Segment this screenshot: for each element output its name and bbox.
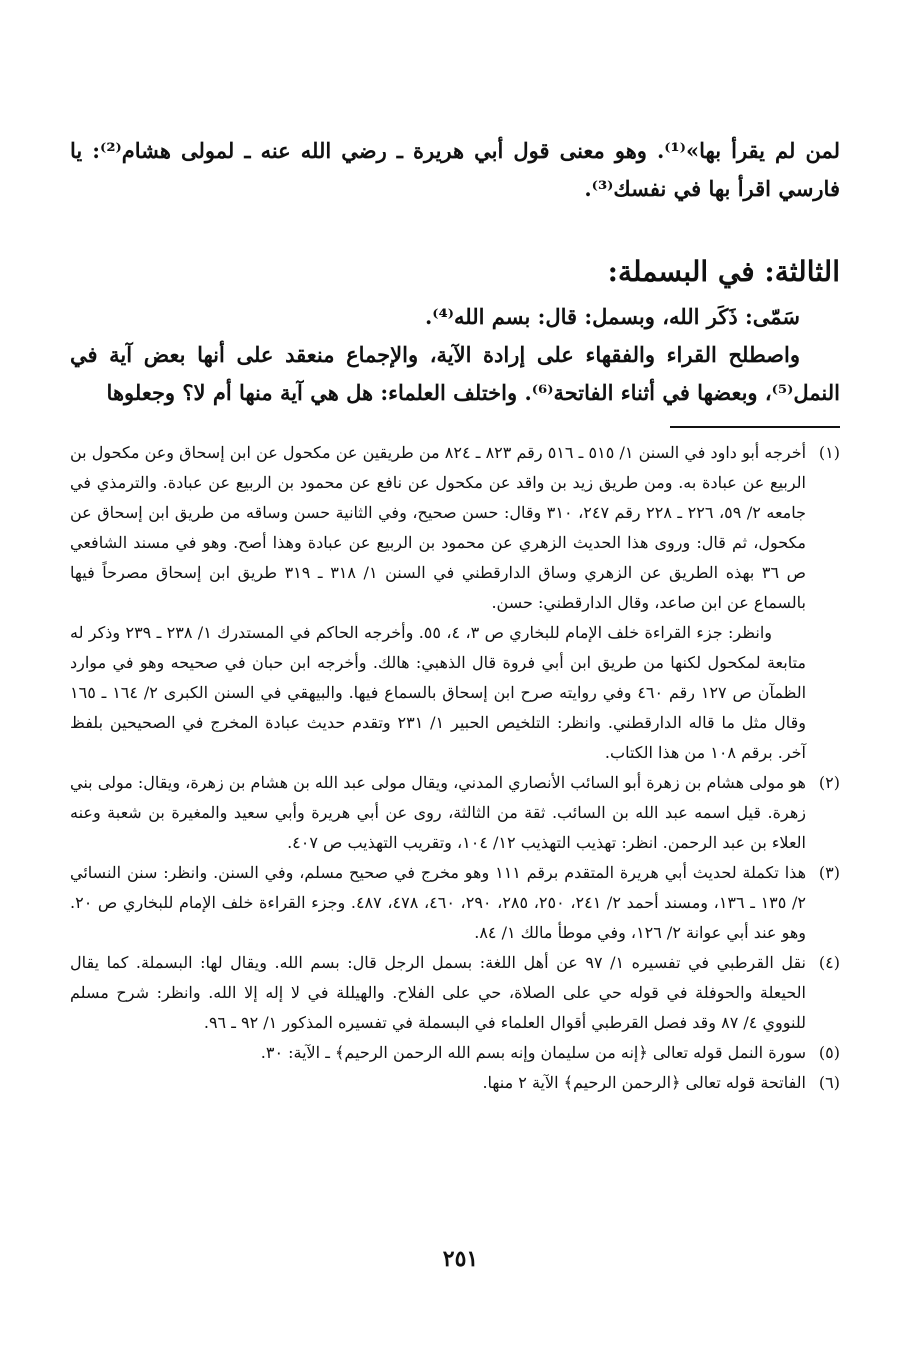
footnote-text: سورة النمل قوله تعالى ﴿إنه من سليمان وإنه بسم الله الرحمن الرحيم﴾ ـ الآية: ٣٠. bbox=[260, 1043, 806, 1062]
footnote-1 bbox=[70, 438, 840, 768]
footnote-number: (٢) bbox=[818, 773, 840, 792]
footnote-divider bbox=[670, 426, 840, 428]
footnote-text-continued: وانظر: جزء القراءة خلف الإمام للبخاري ص ٣، ٤، ٥٥. وأخرجه الحاكم في المستدرك ١/ ٢٣٨ ـ ٢٣٩ وذكر له متابعة لمكحول لكنها من طريق ابن أبي فروة قال الذهبي: هالك. وأخرجه ابن حبان في صحيحه وهو في موارد الظمآن ص ١٢٧ رقم ٤٦٠ وفي روايته صرح ابن إسحاق بالسماع فيها. والبيهقي في السنن الكبرى ٢/ ١٦٤ ـ ١٦٥ وقال مثل ما قاله الدارقطني. وانظر: التلخيص الحبير ١/ ٢٣١ وتقدم حديث عبادة المخرج في الصحيحين بلفظ آخر. برقم ١٠٨ من هذا الكتاب. bbox=[70, 623, 807, 762]
footnote-2 bbox=[70, 768, 840, 858]
section-heading: الثالثة: في البسملة: bbox=[607, 255, 840, 288]
footnote-number: (٤) bbox=[818, 953, 840, 972]
footnote-text: هو مولى هشام بن زهرة أبو السائب الأنصاري المدني، ويقال مولى عبد الله بن هشام بن زهرة، ويقال: مولى بني زهرة. قيل اسمه عبد الله بن السائب. ثقة من الثالثة، روى عن أبي هريرة وأبي سعيد والمغيرة بن شعبة وعنه العلاء بن عبد الرحمن. انظر: تهذيب التهذيب ١٢/ ١٠٤، وتقريب التهذيب ص ٤٠٧. bbox=[70, 773, 806, 852]
footnote-5 bbox=[70, 1038, 840, 1068]
footnote-3 bbox=[70, 858, 840, 948]
footnote-text: أخرجه أبو داود في السنن ١/ ٥١٥ ـ ٥١٦ رقم ٨٢٣ ـ ٨٢٤ من طريقين عن مكحول عن ابن إسحاق وعن مكحول بن الربيع عن عبادة به. ومن طريق زيد بن واقد عن مكحول عن نافع عن محمود بن الربيع عن عبادة. والترمذي في جامعه ٢/ ٥٩، ٢٢٦ ـ ٢٢٨ رقم ٢٤٧، ٣١٠ وقال: حسن صحيح، وفي الثانية حسن وساقه من طريق ابن إسحاق عن مكحول، ثم قال: وروى هذا الحديث الزهري عن محمود بن الربيع عن عبادة وهذا أصح. وهو في مسند الشافعي ص ٣٦ بهذه الطريق عن الزهري وساق الدارقطني في السنن ١/ ٣١٨ ـ ٣١٩ طريق ابن إسحاق مصرحاً فيها بالسماع عن ابن صاعد، وقال الدارقطني: حسن. bbox=[70, 443, 807, 612]
footnote-number: (٥) bbox=[818, 1043, 840, 1062]
footnote-number: (١) bbox=[818, 443, 840, 462]
footnote-4 bbox=[70, 948, 840, 1038]
page-body bbox=[70, 120, 840, 1098]
footnote-number: (٦) bbox=[818, 1073, 840, 1092]
footnote-6 bbox=[70, 1068, 840, 1098]
footnotes bbox=[70, 438, 840, 1098]
footnote-text: الفاتحة قوله تعالى ﴿الرحمن الرحيم﴾ الآية ٢ منها. bbox=[482, 1073, 806, 1092]
page-number: ٢٥١ bbox=[442, 1246, 479, 1272]
footnote-number: (٣) bbox=[818, 863, 840, 882]
main-paragraph-1: لمن لم يقرأ بها»⁽¹⁾. وهو معنى قول أبي هريرة ـ رضي الله عنه ـ لمولى هشام⁽²⁾: يا فارسي اقرأ بها في نفسك⁽³⁾. bbox=[70, 138, 841, 201]
main-paragraph-3: واصطلح القراء والفقهاء على إرادة الآية، والإجماع منعقد على أنها بعض آية في النمل⁽⁵⁾، وبعضها في أثناء الفاتحة⁽⁶⁾. واختلف العلماء: هل هي آية منها أم لا؟ وجعلوها bbox=[70, 342, 840, 405]
footnote-text: نقل القرطبي في تفسيره ١/ ٩٧ عن أهل اللغة: بسمل الرجل قال: بسم الله. ويقال لها: البسملة. كما يقال الحيعلة والحوفلة في قوله حي على الصلاة، حي على الفلاح. والهيللة في لا إله إلا الله. وانظر: شرح مسلم للنووي ٤/ ٨٧ وقد فصل القرطبي أقوال العلماء في البسملة في تفسيره المذكور ١/ ٩٢ ـ ٩٦. bbox=[70, 953, 806, 1032]
footnote-text: هذا تكملة لحديث أبي هريرة المتقدم برقم ١١١ وهو مخرج في صحيح مسلم، وفي السنن. وانظر: سنن النسائي ٢/ ١٣٥ ـ ١٣٦، ومسند أحمد ٢/ ٢٤١، ٢٥٠، ٢٨٥، ٢٩٠، ٤٦٠، ٤٧٨، ٤٨٧. وجزء القراءة خلف الإمام للبخاري ص ٢٠. وهو عند أبي عوانة ٢/ ١٢٦، وفي موطأ مالك ١/ ٨٤. bbox=[70, 863, 807, 942]
main-paragraph-2: سَمّى: ذَكَر الله، وبسمل: قال: بسم الله⁽⁴⁾. bbox=[424, 304, 800, 329]
